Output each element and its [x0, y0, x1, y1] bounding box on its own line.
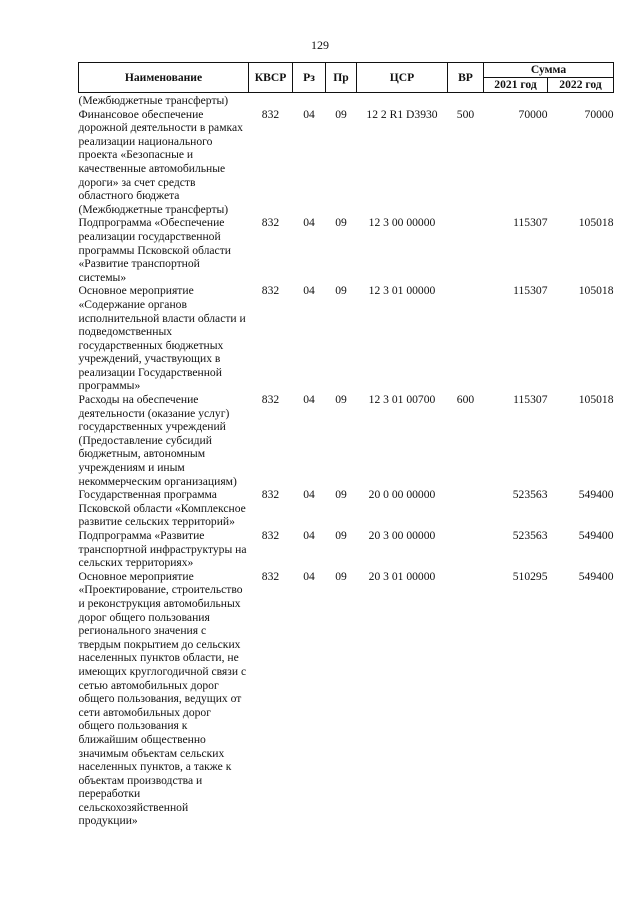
row-csr: 12 3 00 00000	[368, 216, 436, 230]
row-sum-2021: 115307	[513, 393, 548, 407]
row-sum-2022: 549400	[578, 488, 614, 502]
row-kvsr: 832	[261, 529, 280, 542]
row-rz: 04	[303, 393, 315, 407]
header-kvsr: КВСР	[249, 63, 293, 93]
row-kvsr: 832	[261, 393, 280, 407]
header-rz: Рз	[293, 63, 326, 93]
row-vr	[448, 93, 484, 108]
row-csr: 12 3 01 00000	[368, 284, 436, 298]
row-sum-2021: 115307	[513, 284, 548, 298]
row-sum-2022: 549400	[578, 569, 614, 583]
row-name: Основное мероприятие «Проектирование, строительство и реконструкция автомобильных дорог общего пользования регионального значения с твердым покрытием до сельских населенных пунктов области, не имеющих круглогодичной связи с сетью автомобильных дорог общего пользования, ведущих от сети автомобильных дорог общего пользования к ближайшим общественно значимым объектам сельских населенных пунктов, а также к объектам производства и переработки сельскохозяйственной продукции»	[78, 569, 247, 828]
row-vr	[448, 529, 484, 570]
row-pr: 09	[335, 107, 347, 121]
row-vr	[448, 488, 484, 529]
table-row	[79, 284, 614, 393]
row-sum-2021: 115307	[513, 216, 548, 230]
row-kvsr	[249, 93, 293, 108]
row-name: Расходы на обеспечение деятельности (оказание услуг) государственных учреждений (Предоставление субсидий бюджетным, автономным учреждениям и иным некоммерческим организациям)	[78, 393, 237, 488]
row-csr	[357, 93, 448, 108]
row-rz	[293, 93, 326, 108]
table-row	[79, 216, 614, 284]
header-year-2022: 2022 год	[548, 78, 614, 93]
row-pr	[326, 93, 357, 108]
table-row	[79, 93, 614, 108]
row-name: Финансовое обеспечение дорожной деятельности в рамках реализации национального проекта «Безопасные и качественные автомобильные дороги» за счет средств областного бюджета (Межбюджетные трансферты)	[78, 107, 243, 216]
row-pr: 09	[335, 488, 347, 502]
row-pr: 09	[335, 393, 347, 407]
row-sum-2022: 105018	[578, 216, 614, 230]
row-pr: 09	[335, 569, 347, 583]
row-sum-2022: 105018	[578, 393, 614, 407]
header-csr: ЦСР	[357, 63, 448, 93]
row-sum-2022: 105018	[578, 284, 614, 298]
header-pr: Пр	[326, 63, 357, 93]
row-name: Основное мероприятие «Содержание органов исполнительной власти области и подведомственных государственных бюджетных учреждений, участвующих в реализации Государственной программы»	[78, 284, 246, 393]
row-csr: 20 3 00 00000	[368, 529, 436, 542]
row-vr	[448, 284, 484, 393]
row-rz: 04	[303, 569, 315, 583]
table-header	[79, 63, 614, 93]
page-number: 129	[311, 38, 329, 52]
row-vr: 500	[456, 107, 475, 121]
row-name: (Межбюджетные трансферты)	[78, 94, 229, 107]
row-rz: 04	[303, 107, 315, 121]
row-rz: 04	[303, 216, 315, 230]
row-name: Государственная программа Псковской области «Комплексное развитие сельских территорий»	[78, 488, 246, 529]
table-row	[79, 108, 614, 217]
row-sum-2021: 523563	[512, 488, 548, 502]
row-csr: 20 3 01 00000	[368, 569, 436, 583]
row-rz: 04	[303, 488, 315, 502]
row-pr: 09	[335, 216, 347, 230]
row-sum-2021	[484, 93, 548, 108]
header-sum: Сумма	[484, 63, 614, 78]
row-sum-2022	[548, 93, 614, 108]
row-csr: 12 3 01 00700	[368, 393, 436, 407]
row-vr: 600	[456, 393, 475, 407]
header-vr: ВР	[448, 63, 484, 93]
header-name: Наименование	[79, 63, 249, 93]
table-row	[79, 488, 614, 529]
row-vr	[448, 216, 484, 284]
row-pr: 09	[335, 529, 347, 542]
row-kvsr: 832	[261, 216, 280, 230]
table-row	[79, 570, 614, 828]
row-kvsr: 832	[261, 284, 280, 298]
row-sum-2022: 70000	[584, 107, 614, 121]
row-kvsr: 832	[261, 569, 280, 583]
table-row	[79, 529, 614, 570]
row-rz: 04	[303, 284, 315, 298]
row-pr: 09	[335, 284, 347, 298]
row-rz: 04	[303, 529, 315, 542]
row-csr: 20 0 00 00000	[368, 488, 436, 502]
row-csr: 12 2 R1 D3930	[366, 107, 438, 121]
table-row	[79, 393, 614, 488]
row-sum-2021: 523563	[512, 529, 548, 542]
table-body	[79, 93, 614, 829]
header-year-2021: 2021 год	[484, 78, 548, 93]
row-sum-2021: 70000	[518, 107, 548, 121]
row-kvsr: 832	[261, 488, 280, 502]
row-kvsr: 832	[261, 107, 280, 121]
row-name: Подпрограмма «Развитие транспортной инфраструктуры на сельских территориях»	[78, 529, 247, 570]
row-vr	[448, 570, 484, 828]
row-name: Подпрограмма «Обеспечение реализации государственной программы Псковской области «Развитие транспортной системы»	[78, 216, 231, 284]
row-sum-2022: 549400	[578, 529, 614, 542]
row-sum-2021: 510295	[512, 569, 548, 583]
budget-table	[78, 62, 614, 828]
